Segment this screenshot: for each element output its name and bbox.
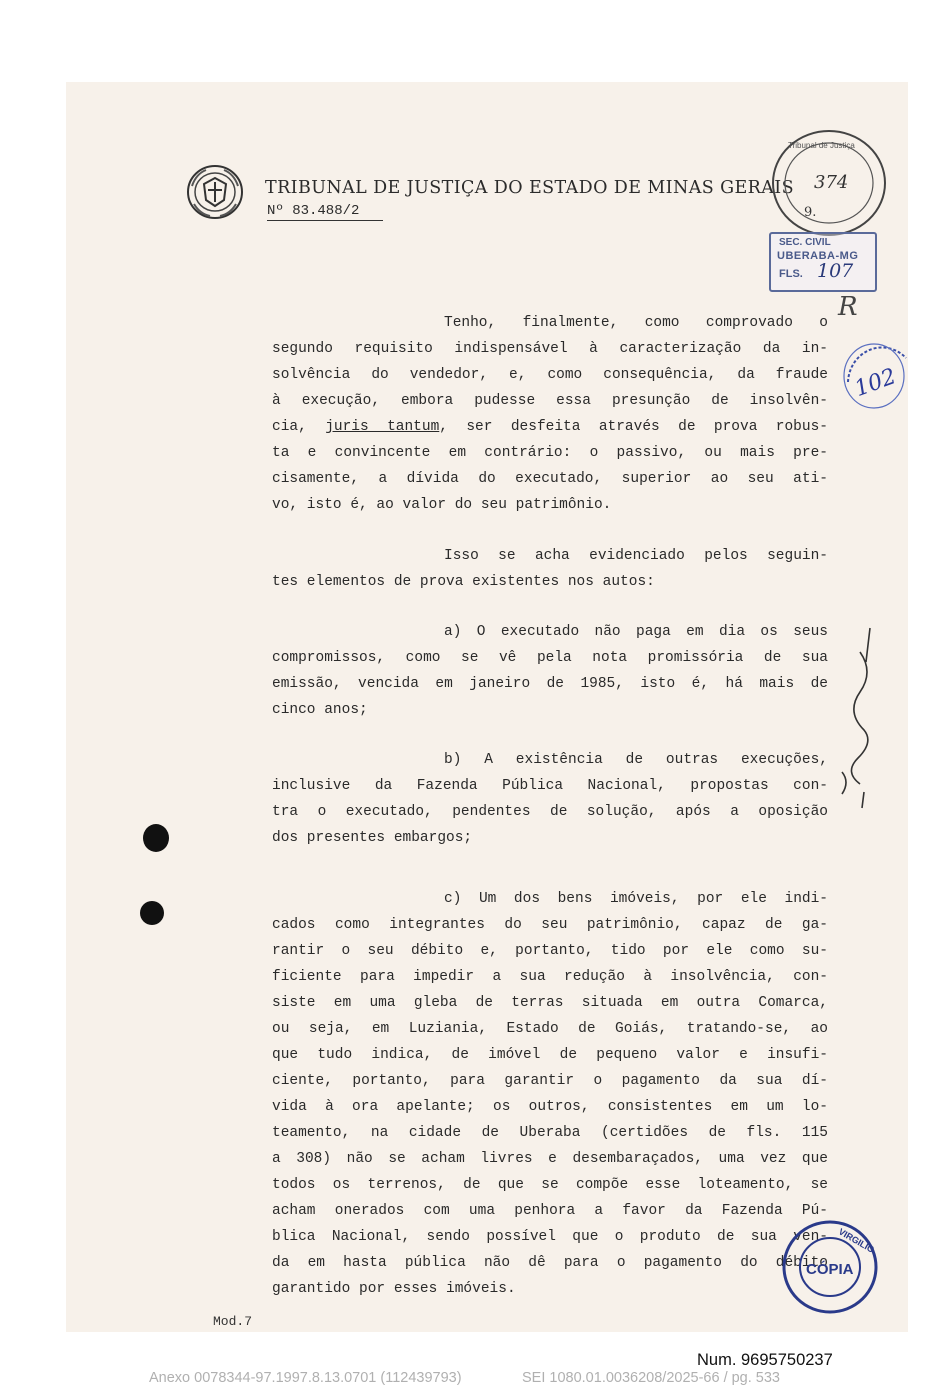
text-line: compromissos, como se vê pela nota promissória de sua xyxy=(272,650,828,666)
text-line: vo, isto é, ao valor do seu patrimônio. xyxy=(272,497,612,513)
text-line: blica Nacional, sendo possível que o produto de sua ven- xyxy=(272,1229,828,1245)
text-line: Tenho, finalmente, como comprovado o xyxy=(444,315,828,331)
text-line: inclusive da Fazenda Pública Nacional, propostas con- xyxy=(272,778,828,794)
copia-center-text: CÓPIA xyxy=(806,1261,854,1278)
court-round-stamp xyxy=(770,128,888,238)
underlined-term: juris tantum xyxy=(325,419,440,435)
stamp-handwritten-mark: 9. xyxy=(804,205,817,220)
copia-stamp xyxy=(780,1218,880,1316)
punch-hole-bottom xyxy=(140,901,164,925)
text-line: cados como integrantes do seu patrimônio, capaz de ga- xyxy=(272,917,828,933)
text-line: acham onerados com uma penhora a favor da Fazenda Pú- xyxy=(272,1203,828,1219)
court-title: TRIBUNAL DE JUSTIÇA DO ESTADO DE MINAS GERAIS xyxy=(265,178,794,198)
text-line: emissão, vencida em janeiro de 1985, isto é, há mais de xyxy=(272,676,828,692)
paragraph-2 xyxy=(272,543,828,595)
text-line: cisamente, a dívida do executado, superior ao seu ati- xyxy=(272,471,828,487)
copia-ring-text: VIRGILIO xyxy=(836,1226,877,1255)
text-line: ta e convincente em contrário: o passivo, ou mais pre- xyxy=(272,445,828,461)
stamp-fls-label: FLS. xyxy=(779,268,803,280)
stamp-fls-number: 107 xyxy=(817,260,854,282)
text-line: todos os terrenos, de que se compõe esse loteamento, se xyxy=(272,1177,828,1193)
document-number: Num. 9695750237 xyxy=(697,1351,833,1369)
sei-reference: SEI 1080.01.0036208/2025-66 / pg. 533 xyxy=(522,1370,780,1386)
stamp-ring-text: Tribunal de Justiça xyxy=(788,141,855,150)
case-number: Nº 83.488/2 xyxy=(267,203,383,221)
text-line: solvência do vendedor, e, como consequência, da fraude xyxy=(272,367,828,383)
stamp-city: UBERABA-MG xyxy=(777,250,859,262)
initial-mark: R xyxy=(838,292,858,322)
handwritten-signature xyxy=(830,622,878,812)
paragraph-1 xyxy=(272,310,828,518)
text-line: tra o executado, pendentes de solução, após a oposição xyxy=(272,804,828,820)
text-line: ciente, portanto, para garantir o pagamento da sua dí- xyxy=(272,1073,828,1089)
text-line: garantido por esses imóveis. xyxy=(272,1281,516,1297)
text-line: siste em uma gleba de terras situada em outra Comarca, xyxy=(272,995,828,1011)
text-line: à execução, embora pudesse essa presunção de insolvên- xyxy=(272,393,828,409)
text-line: segundo requisito indispensável à caracterização da in- xyxy=(272,341,828,357)
text-line: ou seja, em Luziania, Estado de Goiás, tratando-se, ao xyxy=(272,1021,828,1037)
stamp-handwritten-page: 374 xyxy=(814,172,849,193)
text-line: b) A existência de outras execuções, xyxy=(444,752,828,768)
text-line: vida à ora apelante; os outros, consistentes em um lo- xyxy=(272,1099,828,1115)
stamp-sec: SEC. CIVIL xyxy=(779,237,831,248)
paragraph-item-a xyxy=(272,619,828,723)
paragraph-item-c xyxy=(272,886,828,1302)
text-line: teamento, na cidade de Uberaba (certidões de fls. 115 xyxy=(272,1125,828,1141)
coat-of-arms-icon xyxy=(186,164,244,220)
annex-reference: Anexo 0078344-97.1997.8.13.0701 (112439793) xyxy=(149,1370,462,1386)
paragraph-item-b xyxy=(272,747,828,851)
text-line: ficiente para impedir a sua redução à insolvência, con- xyxy=(272,969,828,985)
text-line: dos presentes embargos; xyxy=(272,830,473,846)
text-line: c) Um dos bens imóveis, por ele indi- xyxy=(444,891,828,907)
text-line: a 308) não se acham livres e desembaraçados, uma vez que xyxy=(272,1151,828,1167)
text-line: a) O executado não paga em dia os seus xyxy=(444,624,828,640)
text-line: rantir o seu débito e, portanto, tido por ele como su- xyxy=(272,943,828,959)
punch-hole-top xyxy=(143,824,169,852)
text-line: cia, juris tantum, ser desfeita através de prova robus- xyxy=(272,419,828,435)
text-line: tes elementos de prova existentes nos autos: xyxy=(272,574,655,590)
text-line: da em hasta pública não dê para o pagamento do débito xyxy=(272,1255,828,1271)
blue-page-stamp xyxy=(838,334,910,414)
text-line: cinco anos; xyxy=(272,702,368,718)
text-line: que tudo indica, de imóvel de pequeno valor e insufi- xyxy=(272,1047,828,1063)
text-line: Isso se acha evidenciado pelos seguin- xyxy=(444,548,828,564)
fls-stamp xyxy=(769,232,877,292)
form-code: Mod.7 xyxy=(213,1314,253,1329)
blue-stamp-number: 102 xyxy=(851,364,900,402)
